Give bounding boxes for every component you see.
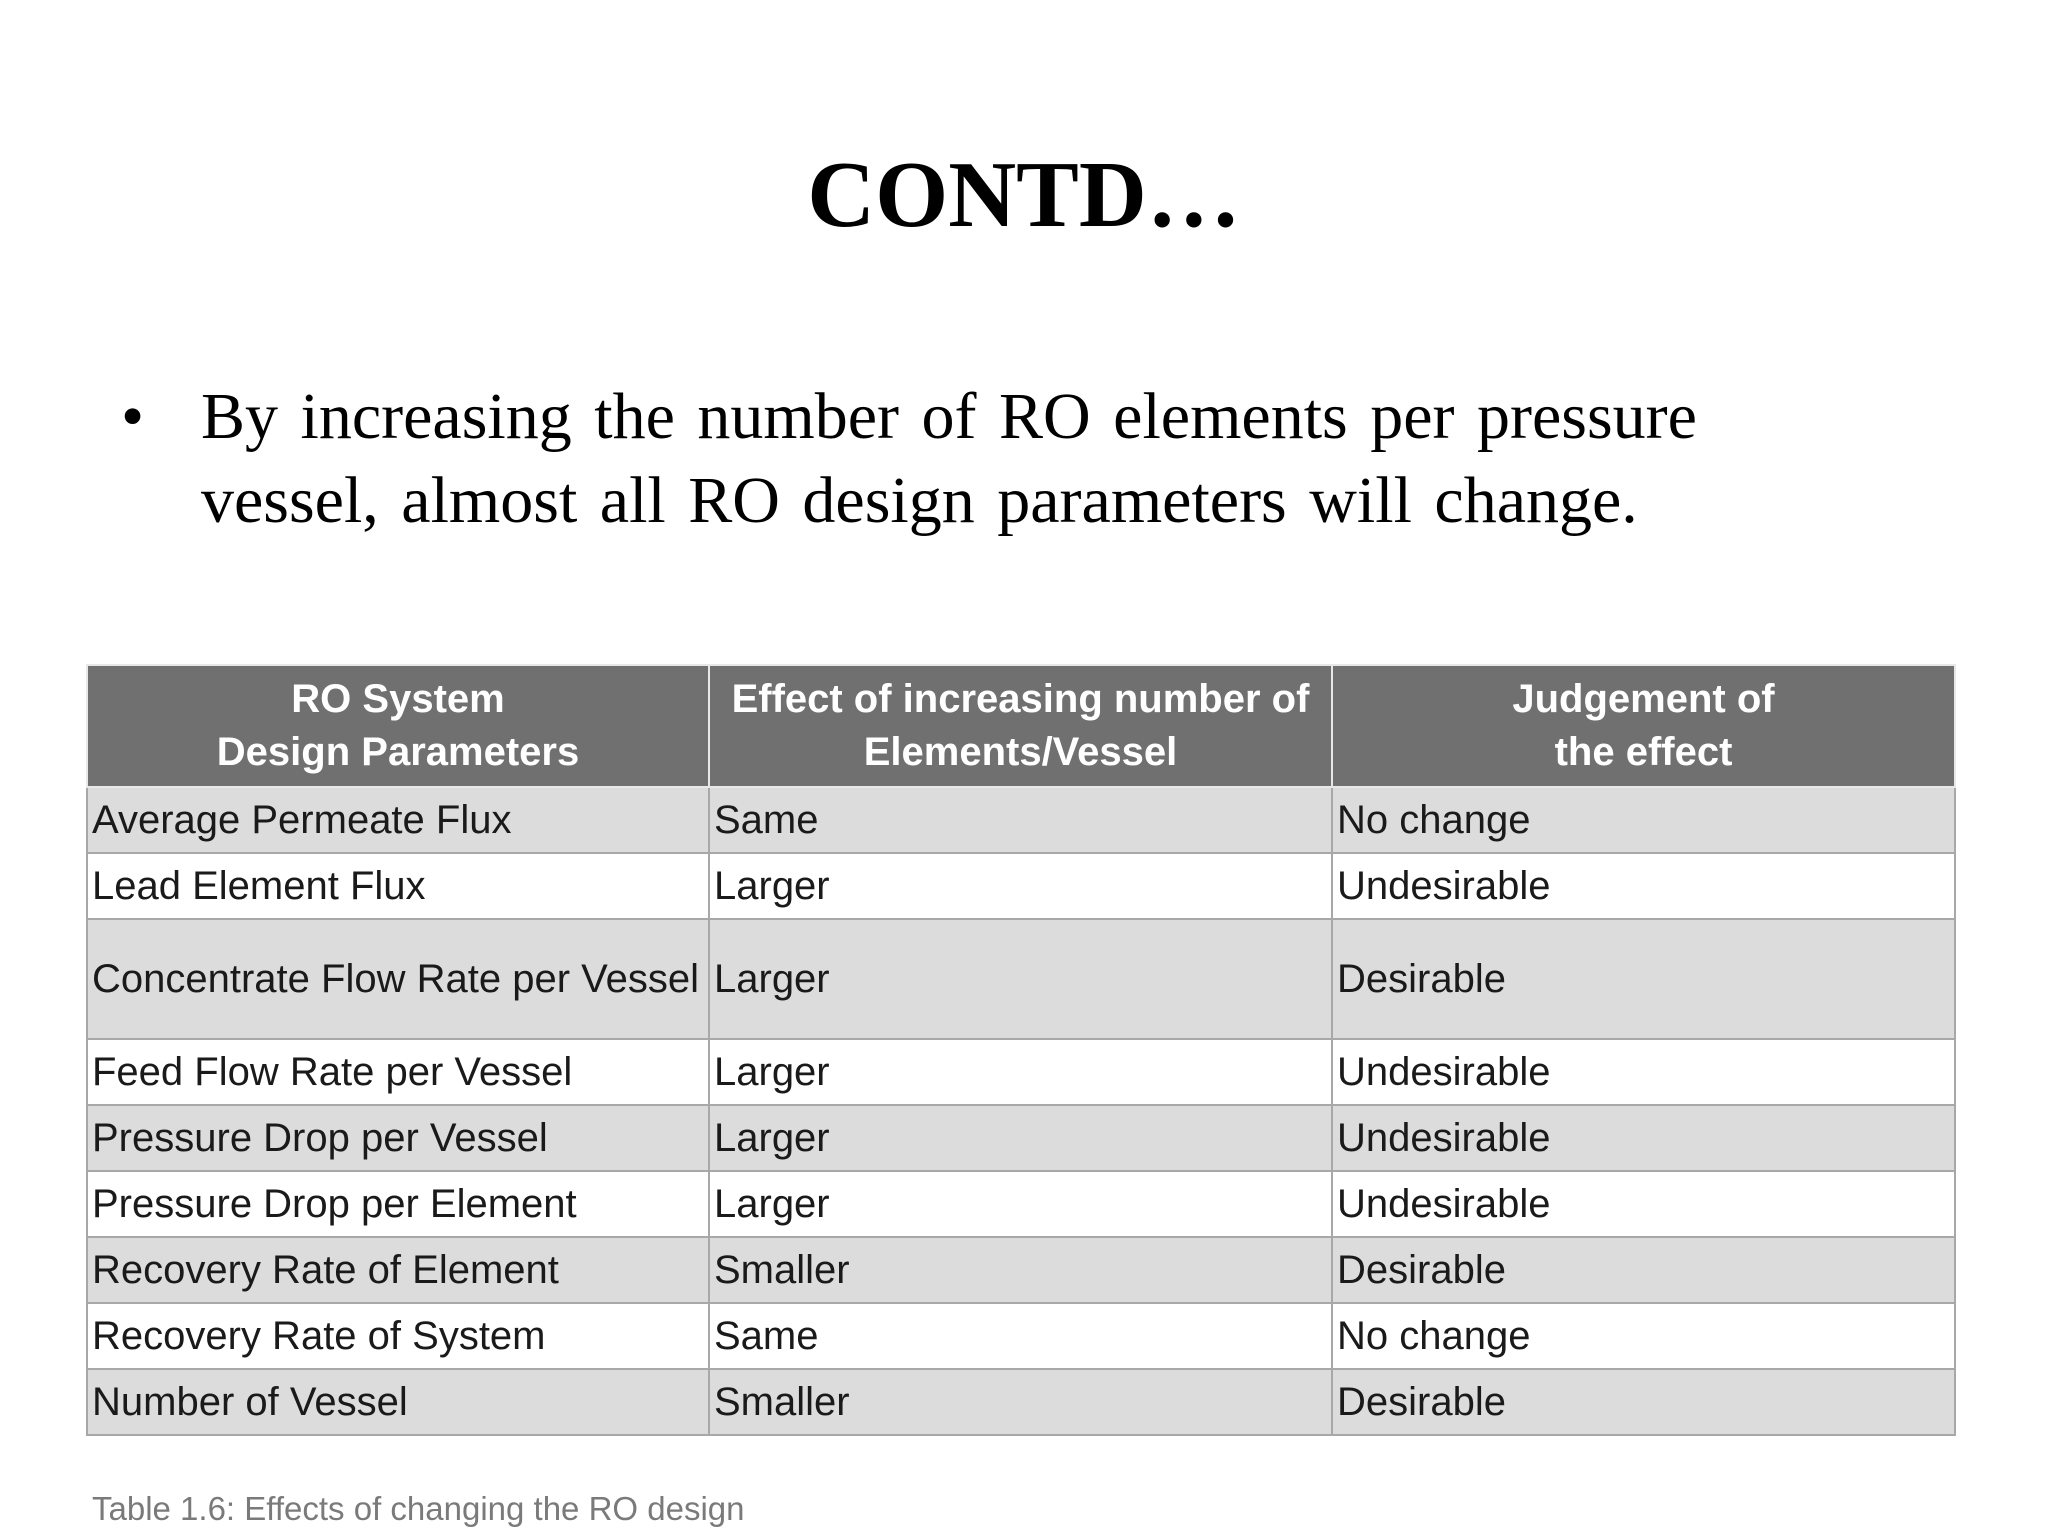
table-header-row bbox=[87, 665, 1955, 787]
cell-parameter: Recovery Rate of Element bbox=[87, 1237, 709, 1303]
cell-parameter: Pressure Drop per Vessel bbox=[87, 1105, 709, 1171]
table-row bbox=[87, 853, 1955, 919]
cell-effect: Larger bbox=[709, 919, 1332, 1039]
cell-parameter: Concentrate Flow Rate per Vessel bbox=[87, 919, 709, 1039]
cell-parameter: Average Permeate Flux bbox=[87, 787, 709, 853]
cell-effect: Same bbox=[709, 787, 1332, 853]
table-row bbox=[87, 1237, 1955, 1303]
cell-judgement: Desirable bbox=[1332, 1237, 1955, 1303]
table-container bbox=[86, 664, 1954, 1436]
cell-effect: Same bbox=[709, 1303, 1332, 1369]
table-row bbox=[87, 1039, 1955, 1105]
bullet-item bbox=[115, 375, 1881, 543]
table-row bbox=[87, 1105, 1955, 1171]
header-design-parameters: RO System Design Parameters bbox=[87, 665, 709, 787]
cell-judgement: Undesirable bbox=[1332, 1171, 1955, 1237]
cell-parameter: Lead Element Flux bbox=[87, 853, 709, 919]
cell-judgement: Desirable bbox=[1332, 1369, 1955, 1435]
header-judgement: Judgement of the effect bbox=[1332, 665, 1955, 787]
cell-parameter: Pressure Drop per Element bbox=[87, 1171, 709, 1237]
cell-judgement: Undesirable bbox=[1332, 1105, 1955, 1171]
header-effect: Effect of increasing number of Elements/Vessel bbox=[709, 665, 1332, 787]
cell-judgement: No change bbox=[1332, 1303, 1955, 1369]
table-row bbox=[87, 1369, 1955, 1435]
ro-design-table bbox=[86, 664, 1956, 1436]
cell-parameter: Recovery Rate of System bbox=[87, 1303, 709, 1369]
cell-judgement: No change bbox=[1332, 787, 1955, 853]
table-row bbox=[87, 787, 1955, 853]
cell-effect: Larger bbox=[709, 1171, 1332, 1237]
cell-effect: Larger bbox=[709, 1105, 1332, 1171]
cell-judgement: Desirable bbox=[1332, 919, 1955, 1039]
cell-effect: Larger bbox=[709, 853, 1332, 919]
bullet-marker: • bbox=[121, 380, 145, 453]
table-row bbox=[87, 1303, 1955, 1369]
cell-parameter: Feed Flow Rate per Vessel bbox=[87, 1039, 709, 1105]
slide-title: CONTD… bbox=[807, 143, 1241, 247]
bullet-text: By increasing the number of RO elements per pressure vessel, almost all RO design parameters will change. bbox=[201, 380, 1697, 537]
cell-parameter: Number of Vessel bbox=[87, 1369, 709, 1435]
cell-judgement: Undesirable bbox=[1332, 853, 1955, 919]
table-row bbox=[87, 1171, 1955, 1237]
cell-effect: Larger bbox=[709, 1039, 1332, 1105]
cell-effect: Smaller bbox=[709, 1237, 1332, 1303]
table-caption: Table 1.6: Effects of changing the RO design bbox=[92, 1490, 745, 1527]
table-row bbox=[87, 919, 1955, 1039]
cell-effect: Smaller bbox=[709, 1369, 1332, 1435]
bullet-list bbox=[115, 375, 1815, 543]
cell-judgement: Undesirable bbox=[1332, 1039, 1955, 1105]
